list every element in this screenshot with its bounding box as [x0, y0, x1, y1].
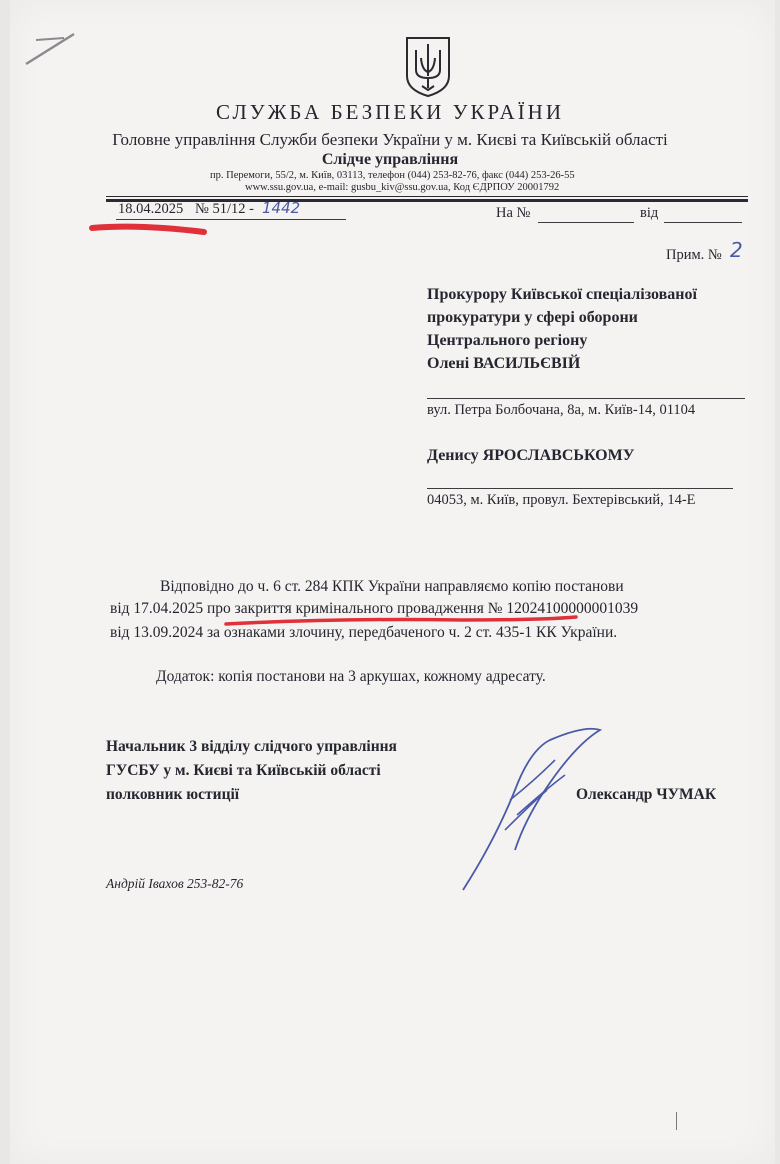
red-date-underline — [88, 220, 208, 240]
document-date: 18.04.2025 — [118, 201, 184, 217]
agency-title: СЛУЖБА БЕЗПЕКИ УКРАЇНИ — [215, 100, 565, 124]
attachment-note: Додаток: копія постанови на 3 аркушах, кожному адресату. — [156, 668, 546, 685]
department-title: Слідче управління — [321, 151, 459, 168]
copy-label: Прим. № — [666, 247, 722, 263]
red-case-underline — [222, 614, 582, 630]
recipient-1-address: вул. Петра Болбочана, 8а, м. Київ-14, 01104 — [427, 402, 696, 418]
recipient-1-line-2: прокуратури у сфері оборони — [427, 309, 638, 326]
contact-address-line: пр. Перемоги, 55/2, м. Київ, 03113, телефон (044) 253-82-76, факс (044) 253-26-55 — [210, 170, 575, 181]
page-tick — [676, 1112, 677, 1130]
copy-number: 2 — [730, 238, 743, 262]
contact-web-line: www.ssu.gov.ua, e-mail: gusbu_kiv@ssu.gov.ua, Код ЄДРПОУ 20001792 — [245, 182, 560, 193]
reply-label: На № — [496, 205, 531, 221]
header-rule-thin — [106, 196, 748, 197]
recipient-1-rule — [427, 398, 745, 399]
body-line-1: Відповідно до ч. 6 ст. 284 КПК України направляємо копію постанови — [160, 578, 624, 595]
recipient-2-address: 04053, м. Київ, провул. Бехтерівський, 14-Е — [427, 492, 696, 508]
handwritten-number: 1442 — [262, 199, 301, 217]
signer-position-line-3: полковник юстиції — [106, 786, 240, 803]
body-line-2: від 17.04.2025 про закриття кримінального провадження № 12024100000001039 — [110, 600, 639, 617]
signer-position-line-2: ГУСБУ у м. Києві та Київській області — [106, 762, 381, 779]
recipient-2-rule — [427, 488, 733, 489]
trident-emblem-icon — [404, 36, 452, 98]
body-line-3: від 13.09.2024 за ознаками злочину, передбаченого ч. 2 ст. 435-1 КК України. — [110, 624, 618, 641]
reply-from-label: від — [640, 205, 659, 221]
pencil-mark — [20, 28, 80, 68]
handwritten-signature — [455, 720, 615, 895]
signer-name: Олександр ЧУМАК — [576, 786, 717, 803]
recipient-1-line-3: Центрального регіону — [427, 332, 588, 349]
subdivision-title: Головне управління Служби безпеки України у м. Києві та Київській області — [112, 130, 668, 149]
executor-contact: Андрій Івахов 253-82-76 — [106, 876, 244, 891]
recipient-1-line-1: Прокурору Київської спеціалізованої — [427, 286, 697, 303]
reply-number-blank — [538, 222, 634, 223]
document-number: № 51/12 - — [195, 201, 254, 217]
recipient-1-name: Олені ВАСИЛЬЄВІЙ — [427, 355, 581, 372]
reply-date-blank — [664, 222, 742, 223]
signer-position-line-1: Начальник 3 відділу слідчого управління — [106, 738, 397, 755]
recipient-2-name: Денису ЯРОСЛАВСЬКОМУ — [427, 447, 635, 464]
